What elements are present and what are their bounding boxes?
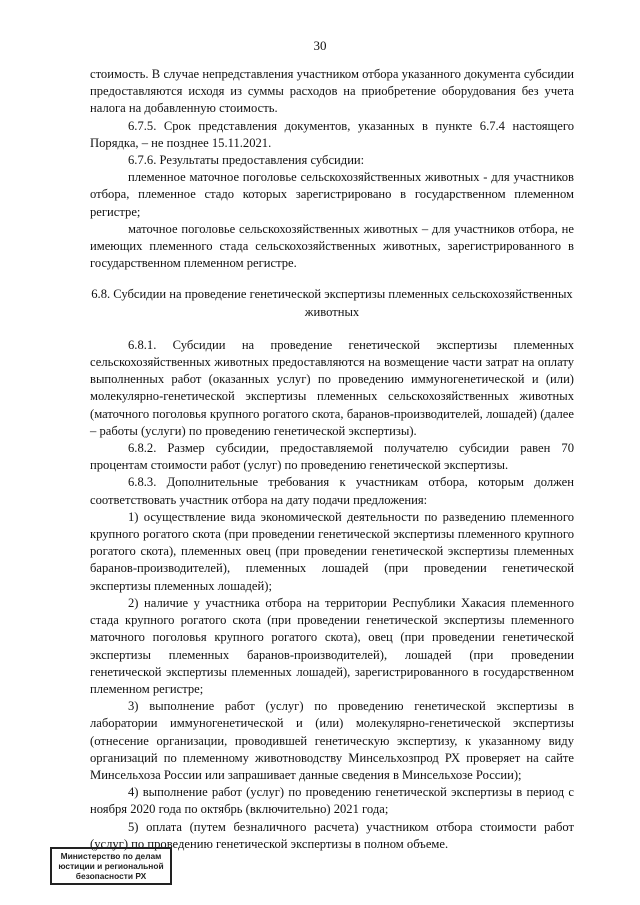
document-body — [90, 66, 574, 853]
list-item-3: 3) выполнение работ (услуг) по проведению генетической экспертизы в лаборатории иммуногенетической и (или) молекулярно-генетической экспертизы (отнесение организации, проводившей генетическую экспертизу, к указанному виду организаций по племенному животноводству Минсельхозпрод РХ проверяет на сайте Минсельхоза России или запрашивает данные сведения в Минсельхозе России); — [90, 699, 574, 782]
paragraph-maternal-stock: маточное поголовье сельскохозяйственных животных – для участников отбора, не имеющих племенного стада сельскохозяйственных животных, зарегистрированного в государственном племенном регистре. — [90, 221, 574, 271]
stamp-line-1: Министерство по делам — [60, 851, 162, 861]
ministry-stamp — [50, 847, 172, 885]
paragraph-6-7-6: 6.7.6. Результаты предоставления субсидии: — [128, 153, 365, 168]
paragraph-breeding-stock: племенное маточное поголовье сельскохозяйственных животных - для участников отбора, племенное стадо которых зарегистрировано в государственном племенном регистре; — [90, 170, 574, 219]
paragraph-6-8-3: 6.8.3. Дополнительные требования к участникам отбора, которым должен соответствовать участник отбора на дату подачи предложения: — [90, 475, 574, 507]
list-item-1: 1) осуществление вида экономической деятельности по разведению племенного крупного рогатого скота (при проведении генетической экспертизы племенного крупного рогатого скота), племенных овец (при проведении генетической экспертизы племенных баранов-производителей), племенных лошадей (при проведении генетической экспертизы племенных лошадей); — [90, 509, 574, 593]
paragraph-6-7-5: 6.7.5. Срок представления документов, указанных в пункте 6.7.4 настоящего Порядка, – не позднее 15.11.2021. — [90, 118, 574, 150]
stamp-line-3: безопасности РХ — [75, 871, 147, 881]
paragraph-continuation: стоимость. В случае непредставления участником отбора указанного документа субсидии предоставляются исходя из суммы расходов на приобретение оборудования без учета налога на добавленную стоимость. — [90, 67, 574, 116]
list-item-4: 4) выполнение работ (услуг) по проведению генетической экспертизы в период с ноября 2020 года по октябрь (включительно) 2021 года; — [90, 785, 574, 817]
stamp-line-2: юстиции и региональной — [58, 861, 164, 871]
list-item-2: 2) наличие у участника отбора на территории Республики Хакасия племенного стада крупного рогатого скота (при проведении генетической экспертизы племенного маточного поголовья крупного рогатого скота), овец (при проведении генетической экспертизы племенных баранов-производителей), лошадей (при проведении генетической экспертизы племенных лошадей), зарегистрированного в государственном племенном регистре; — [90, 595, 574, 696]
section-heading-6-8: 6.8. Субсидии на проведение генетической экспертизы племенных сельскохозяйственных животных — [91, 287, 573, 319]
page-number: 30 — [313, 38, 327, 53]
paragraph-6-8-2: 6.8.2. Размер субсидии, предоставляемой получателю субсидии равен 70 процентам стоимости работ (услуг) по проведению генетической экспертизы. — [90, 441, 574, 473]
paragraph-6-8-1: 6.8.1. Субсидии на проведение генетической экспертизы племенных сельскохозяйственных животных предоставляются на возмещение части затрат на оплату выполненных работ (оказанных услуг) по проведению иммуногенетической и (или) молекулярно-генетической экспертизы племенных сельскохозяйственных животных (маточного поголовья крупного рогатого скота, баранов-производителей, лошадей) (далее – работы (услуги) по проведению генетической экспертизы). — [90, 337, 574, 438]
list-item-5: 5) оплата (путем безналичного расчета) участником отбора стоимости работ (услуг) по проведению генетической экспертизы в полном объеме. — [90, 819, 574, 851]
